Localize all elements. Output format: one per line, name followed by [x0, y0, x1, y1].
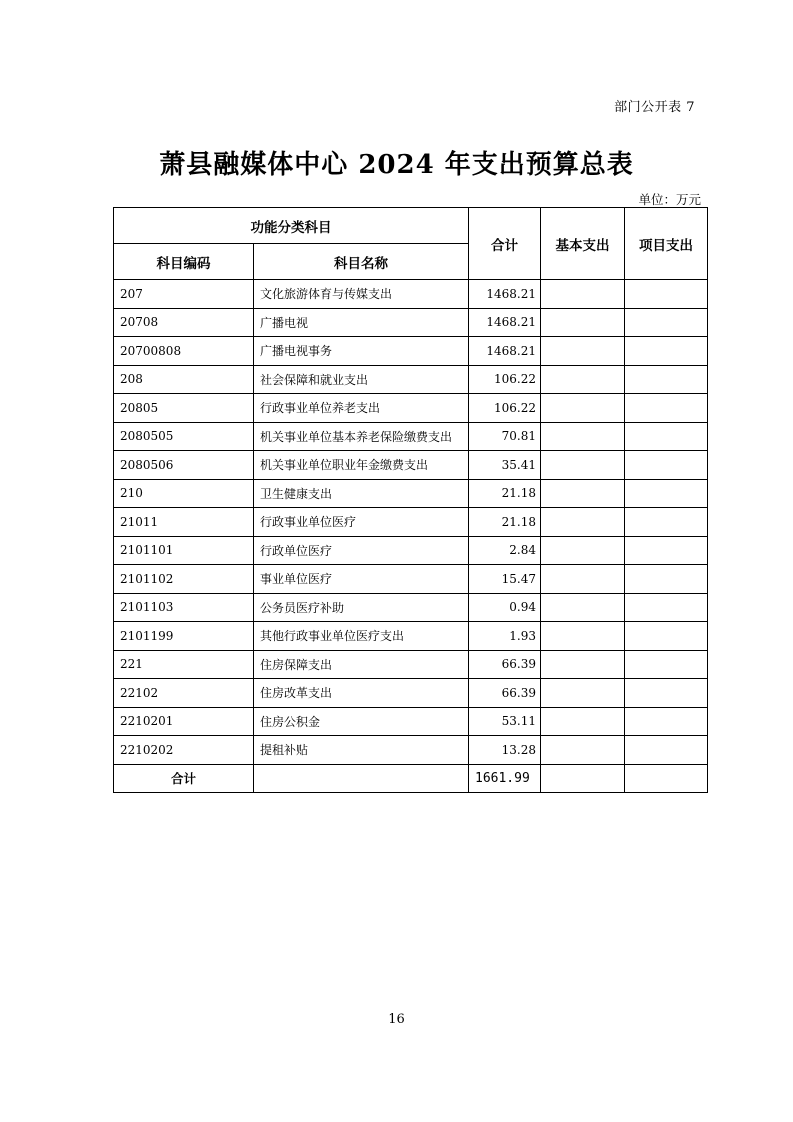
cell-total: 13.28 [469, 736, 541, 765]
cell-subject-name: 广播电视 [254, 308, 469, 337]
table-body [114, 280, 708, 793]
cell-subject-name: 行政单位医疗 [254, 536, 469, 565]
cell-total: 70.81 [469, 422, 541, 451]
table-row [114, 422, 708, 451]
total-row-value: 1661.99 [469, 764, 541, 792]
cell-subject-name: 机关事业单位职业年金缴费支出 [254, 451, 469, 480]
cell-basic-expense [541, 365, 625, 394]
cell-basic-expense [541, 650, 625, 679]
cell-subject-code: 2210202 [114, 736, 254, 765]
cell-subject-name: 行政事业单位养老支出 [254, 394, 469, 423]
table-row [114, 280, 708, 309]
cell-total: 1468.21 [469, 337, 541, 366]
table-row [114, 394, 708, 423]
cell-total: 1.93 [469, 622, 541, 651]
header-subject-name: 科目名称 [254, 244, 469, 280]
cell-subject-code: 20700808 [114, 337, 254, 366]
cell-subject-name: 卫生健康支出 [254, 479, 469, 508]
cell-basic-expense [541, 622, 625, 651]
cell-project-expense [625, 565, 708, 594]
header-project-expense: 项目支出 [625, 208, 708, 280]
budget-table [113, 207, 708, 793]
header-total: 合计 [469, 208, 541, 280]
cell-total: 1468.21 [469, 280, 541, 309]
cell-subject-code: 2101199 [114, 622, 254, 651]
cell-basic-expense [541, 394, 625, 423]
table-row [114, 650, 708, 679]
cell-basic-expense [541, 593, 625, 622]
cell-subject-name: 行政事业单位医疗 [254, 508, 469, 537]
cell-subject-name: 住房公积金 [254, 707, 469, 736]
cell-project-expense [625, 365, 708, 394]
total-row-project-empty [625, 764, 708, 792]
cell-subject-name: 提租补贴 [254, 736, 469, 765]
cell-basic-expense [541, 508, 625, 537]
cell-total: 21.18 [469, 508, 541, 537]
cell-basic-expense [541, 536, 625, 565]
table-row [114, 508, 708, 537]
table-row [114, 337, 708, 366]
cell-project-expense [625, 736, 708, 765]
unit-label: 单位：万元 [638, 192, 701, 207]
table-row [114, 736, 708, 765]
table-row [114, 308, 708, 337]
cell-subject-name: 其他行政事业单位医疗支出 [254, 622, 469, 651]
cell-total: 106.22 [469, 394, 541, 423]
cell-subject-name: 广播电视事务 [254, 337, 469, 366]
cell-subject-code: 208 [114, 365, 254, 394]
cell-subject-name: 机关事业单位基本养老保险缴费支出 [254, 422, 469, 451]
cell-subject-name: 住房保障支出 [254, 650, 469, 679]
cell-basic-expense [541, 280, 625, 309]
cell-subject-name: 社会保障和就业支出 [254, 365, 469, 394]
cell-project-expense [625, 679, 708, 708]
table-row [114, 565, 708, 594]
cell-basic-expense [541, 479, 625, 508]
table-row [114, 479, 708, 508]
cell-project-expense [625, 308, 708, 337]
cell-project-expense [625, 451, 708, 480]
page-title: 萧县融媒体中心 2024 年支出预算总表 [159, 150, 634, 180]
header-function-category: 功能分类科目 [114, 208, 469, 244]
cell-subject-code: 2210201 [114, 707, 254, 736]
cell-subject-name: 公务员医疗补助 [254, 593, 469, 622]
header-subject-code: 科目编码 [114, 244, 254, 280]
cell-subject-name: 住房改革支出 [254, 679, 469, 708]
table-row [114, 451, 708, 480]
table-row [114, 679, 708, 708]
cell-project-expense [625, 280, 708, 309]
table-row [114, 622, 708, 651]
cell-subject-code: 2101101 [114, 536, 254, 565]
cell-basic-expense [541, 451, 625, 480]
cell-basic-expense [541, 679, 625, 708]
total-row [114, 764, 708, 792]
cell-total: 0.94 [469, 593, 541, 622]
cell-project-expense [625, 422, 708, 451]
cell-subject-code: 21011 [114, 508, 254, 537]
cell-basic-expense [541, 565, 625, 594]
table-row [114, 365, 708, 394]
header-basic-expense: 基本支出 [541, 208, 625, 280]
cell-basic-expense [541, 736, 625, 765]
cell-project-expense [625, 337, 708, 366]
cell-project-expense [625, 593, 708, 622]
total-row-basic-empty [541, 764, 625, 792]
cell-total: 35.41 [469, 451, 541, 480]
cell-project-expense [625, 650, 708, 679]
cell-total: 53.11 [469, 707, 541, 736]
cell-subject-name: 文化旅游体育与传媒支出 [254, 280, 469, 309]
cell-total: 2.84 [469, 536, 541, 565]
cell-total: 66.39 [469, 650, 541, 679]
cell-project-expense [625, 707, 708, 736]
cell-subject-code: 22102 [114, 679, 254, 708]
page-number: 16 [388, 1012, 405, 1027]
cell-subject-code: 2101103 [114, 593, 254, 622]
cell-total: 21.18 [469, 479, 541, 508]
cell-subject-code: 2080506 [114, 451, 254, 480]
table-row [114, 593, 708, 622]
total-row-name-empty [254, 764, 469, 792]
table-row [114, 707, 708, 736]
cell-subject-code: 2080505 [114, 422, 254, 451]
cell-total: 106.22 [469, 365, 541, 394]
cell-subject-code: 207 [114, 280, 254, 309]
cell-subject-code: 20708 [114, 308, 254, 337]
cell-basic-expense [541, 707, 625, 736]
cell-basic-expense [541, 308, 625, 337]
total-row-label: 合计 [114, 764, 254, 792]
document-label: 部门公开表 7 [614, 100, 695, 115]
cell-subject-name: 事业单位医疗 [254, 565, 469, 594]
cell-project-expense [625, 536, 708, 565]
table-row [114, 536, 708, 565]
cell-basic-expense [541, 337, 625, 366]
cell-total: 66.39 [469, 679, 541, 708]
cell-project-expense [625, 479, 708, 508]
cell-project-expense [625, 622, 708, 651]
cell-subject-code: 20805 [114, 394, 254, 423]
cell-basic-expense [541, 422, 625, 451]
cell-total: 15.47 [469, 565, 541, 594]
cell-subject-code: 221 [114, 650, 254, 679]
cell-project-expense [625, 508, 708, 537]
cell-subject-code: 2101102 [114, 565, 254, 594]
cell-project-expense [625, 394, 708, 423]
cell-subject-code: 210 [114, 479, 254, 508]
cell-total: 1468.21 [469, 308, 541, 337]
